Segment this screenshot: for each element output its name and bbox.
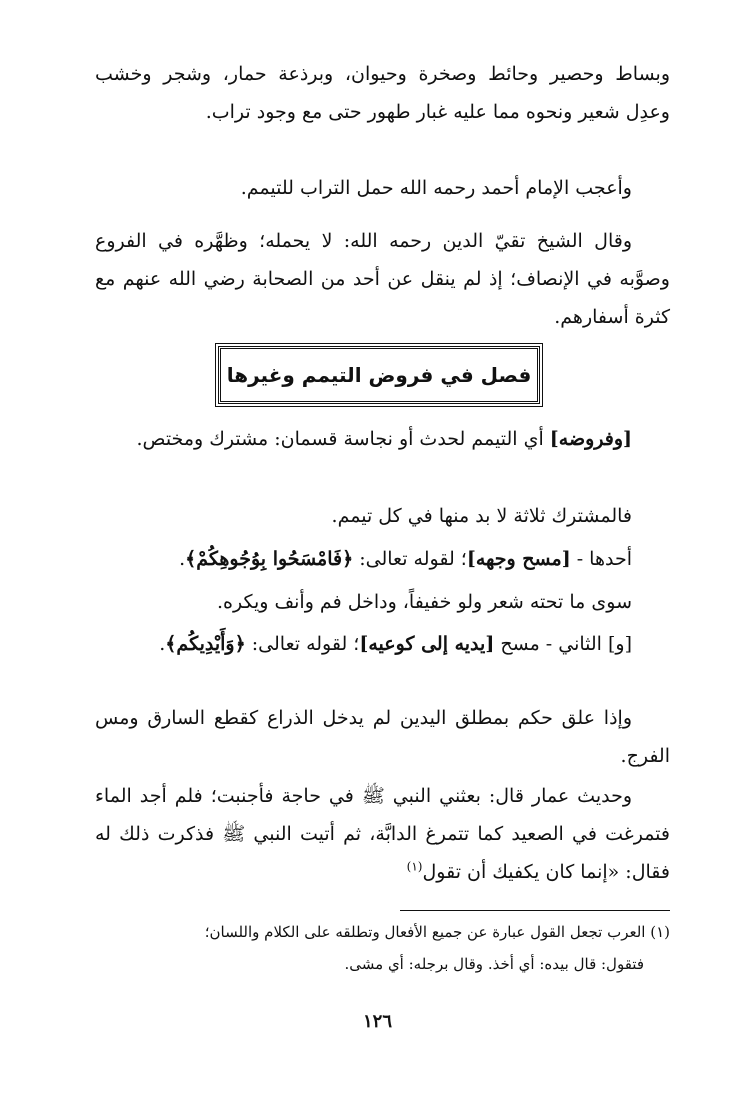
paragraph-7 <box>95 583 670 621</box>
bold-term: [يديه إلى كوعيه] <box>359 633 495 655</box>
paragraph-end: . <box>159 633 166 655</box>
page-number: ١٢٦ <box>362 1011 392 1032</box>
paragraph-text: وقال الشيخ تقيّ الدين رحمه الله: لا يحمله؛ وظهَّره في الفروع وصوَّبه في الإنصاف؛ إذ لم ينقل عن أحد من الصحابة رضي الله عنهم مع كثرة أسفارهم. <box>95 230 670 328</box>
paragraph-text: وأعجب الإمام أحمد رحمه الله حمل التراب للتيمم. <box>240 177 632 199</box>
footnote-line-2: فتقول: قال بيده: أي أخذ. وقال برجله: أي مشى. <box>344 955 644 973</box>
footnote-divider <box>400 910 670 911</box>
paragraph-text: وبساط وحصير وحائط وصخرة وحيوان، وبرذعة حمار، وشجر وخشب وعدِل شعير ونحوه مما عليه غبار طهور حتى مع وجود تراب. <box>95 63 670 123</box>
paragraph-end: . <box>179 548 186 570</box>
paragraph-8 <box>95 625 670 663</box>
paragraph-4 <box>95 420 670 458</box>
paragraph-start: [و] الثاني - مسح <box>494 633 632 655</box>
section-heading: فصل في فروض التيمم وغيرها <box>226 363 532 387</box>
paragraph-body: وحديث عمار قال: بعثني النبي ﷺ في حاجة فأجنبت؛ فلم أجد الماء فتمرغت في الصعيد كما تتمرغ الدابَّة، ثم أتيت النبي ﷺ فذكرت ذلك له فقال: «إنما كان يكفيك أن تقول <box>95 785 670 883</box>
bold-term: [مسح وجهه] <box>466 548 571 570</box>
paragraph-text: فالمشترك ثلاثة لا بد منها في كل تيمم. <box>331 505 632 527</box>
paragraph-mid: ؛ لقوله تعالى: <box>353 548 467 570</box>
paragraph-3 <box>95 222 670 336</box>
paragraph-text <box>95 540 670 578</box>
paragraph-2 <box>95 169 670 207</box>
paragraph-9 <box>95 699 670 775</box>
paragraph-text <box>95 625 670 663</box>
paragraph-1 <box>95 55 670 131</box>
paragraph-5 <box>95 497 670 535</box>
paragraph-text <box>95 420 670 458</box>
quran-verse: ﴿فَامْسَحُوا بِوُجُوهِكُمْ﴾ <box>185 548 354 570</box>
paragraph-6 <box>95 540 670 578</box>
footnote-marker: (١) <box>406 859 423 874</box>
quran-verse: ﴿وَأَيْدِيكُم﴾ <box>165 633 246 655</box>
paragraph-10 <box>95 777 670 891</box>
bold-term: [وفروضه] <box>549 428 632 450</box>
section-heading-frame <box>218 346 540 404</box>
paragraph-text: وإذا علق حكم بمطلق اليدين لم يدخل الذراع كقطع السارق ومس الفرج. <box>95 707 670 767</box>
footnote-line-1: (١) العرب تجعل القول عبارة عن جميع الأفعال وتطلقه على الكلام واللسان؛ <box>204 923 670 941</box>
paragraph-rest: أي التيمم لحدث أو نجاسة قسمان: مشترك ومختص. <box>136 428 550 450</box>
footnote <box>95 916 670 980</box>
paragraph-mid: ؛ لقوله تعالى: <box>245 633 360 655</box>
paragraph-start: أحدها - <box>570 548 632 570</box>
paragraph-text <box>95 777 670 891</box>
paragraph-text: سوى ما تحته شعر ولو خفيفاً، وداخل فم وأنف ويكره. <box>217 591 632 613</box>
